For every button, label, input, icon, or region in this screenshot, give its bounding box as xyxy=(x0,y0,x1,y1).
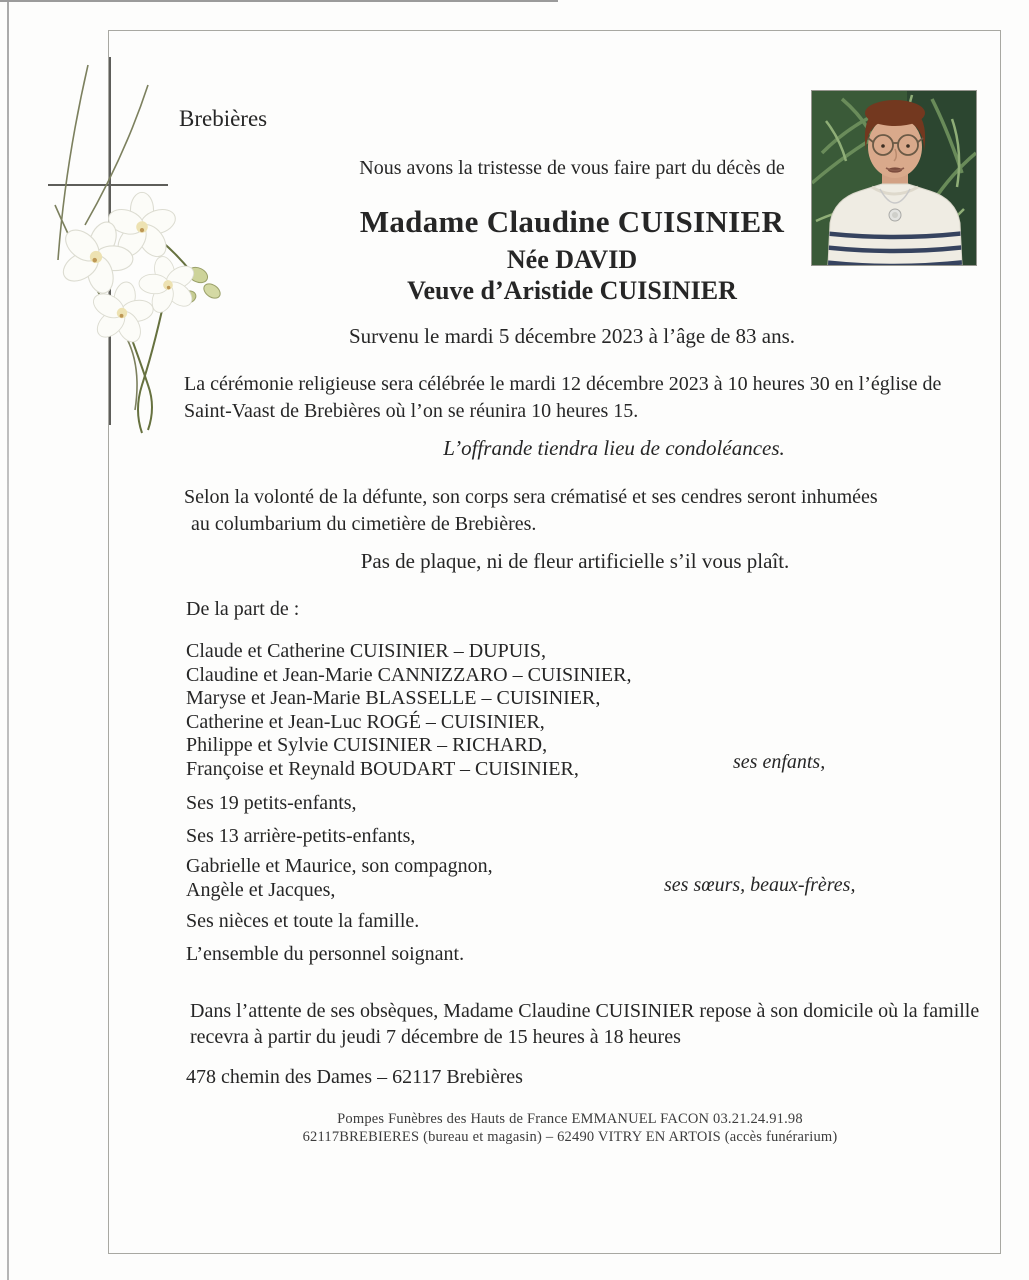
no-flowers-line: Pas de plaque, ni de fleur artificielle s’il vous plaît. xyxy=(360,549,790,573)
maiden-name-line: Née DAVID xyxy=(506,245,638,274)
deceased-name-title: Madame Claudine CUISINIER xyxy=(359,204,785,239)
list-item: Claude et Catherine CUISINIER – DUPUIS, xyxy=(186,640,546,662)
list-item: Gabrielle et Maurice, son compagnon, xyxy=(186,855,493,877)
ceremony-line-1: La cérémonie religieuse sera célébrée le mardi 12 décembre 2023 à 10 heures 30 en l’église de xyxy=(184,373,942,395)
list-item: Claudine et Jean-Marie CANNIZZARO – CUISINIER, xyxy=(186,663,632,686)
siblings-relation-label: ses sœurs, beaux-frères, xyxy=(664,874,856,896)
list-item: Maryse et Jean-Marie BLASSELLE – CUISINIER, xyxy=(186,687,601,709)
scan-edge-artifact xyxy=(7,0,9,1280)
wake-line-2: recevra à partir du jeudi 7 décembre de 15 heures à 18 heures xyxy=(190,1026,681,1048)
funeral-home-line-1: Pompes Funèbres des Hauts de France EMMANUEL FACON 03.21.24.91.98 xyxy=(337,1111,803,1127)
great-grandchildren-line: Ses 13 arrière-petits-enfants, xyxy=(186,825,416,847)
from-label: De la part de : xyxy=(186,598,300,620)
cremation-line-2: au columbarium du cimetière de Brebières. xyxy=(191,513,537,535)
death-date-line: Survenu le mardi 5 décembre 2023 à l’âge de 83 ans. xyxy=(348,324,796,348)
home-address-line: 478 chemin des Dames – 62117 Brebières xyxy=(186,1066,523,1088)
list-item: Françoise et Reynald BOUDART – CUISINIER, xyxy=(186,757,579,780)
cremation-line-1: Selon la volonté de la défunte, son corps sera crématisé et ses cendres seront inhumées xyxy=(184,486,878,508)
offering-line: L’offrande tiendra lieu de condoléances. xyxy=(443,436,785,460)
city-label: Brebières xyxy=(179,106,268,131)
list-item: Catherine et Jean-Luc ROGÉ – CUISINIER, xyxy=(186,710,545,733)
funeral-home-line-2: 62117BREBIERES (bureau et magasin) – 62490 VITRY EN ARTOIS (accès funérarium) xyxy=(302,1129,838,1145)
list-item: Philippe et Sylvie CUISINIER – RICHARD, xyxy=(186,734,548,756)
ceremony-line-2: Saint-Vaast de Brebières où l’on se réunira 10 heures 15. xyxy=(184,400,639,422)
wake-line-1: Dans l’attente de ses obsèques, Madame Claudine CUISINIER repose à son domicile où la famille xyxy=(190,1000,980,1022)
children-relation-label: ses enfants, xyxy=(733,751,826,773)
children-list xyxy=(186,640,631,781)
widow-line: Veuve d’Aristide CUISINIER xyxy=(407,276,737,305)
siblings-list xyxy=(186,855,493,902)
scan-top-artifact xyxy=(0,0,558,2)
nieces-line: Ses nièces et toute la famille. xyxy=(186,910,420,932)
grandchildren-line: Ses 19 petits-enfants, xyxy=(186,792,357,814)
care-staff-line: L’ensemble du personnel soignant. xyxy=(186,943,465,965)
list-item: Angèle et Jacques, xyxy=(186,878,336,901)
intro-line: Nous avons la tristesse de vous faire part du décès de xyxy=(359,157,785,179)
